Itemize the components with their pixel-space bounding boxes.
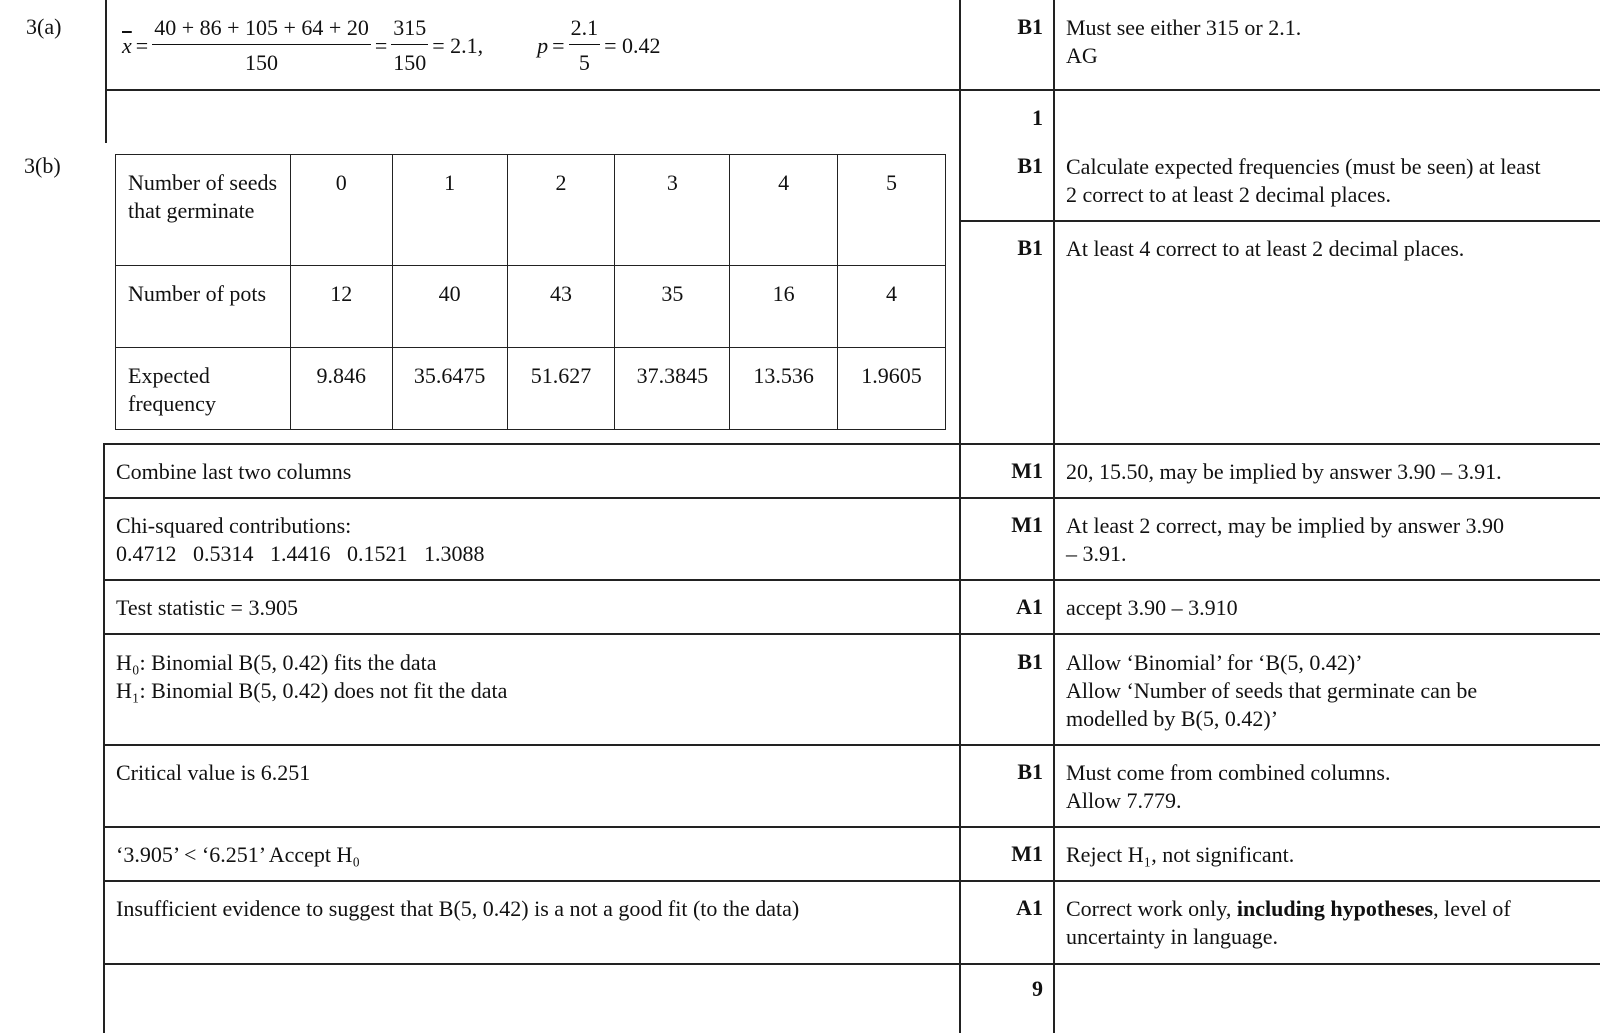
total-3a: 1	[1032, 105, 1043, 130]
mark-chi: M1	[1011, 512, 1043, 537]
answer-chi-values: 0.4712 0.5314 1.4416 0.1521 1.3088	[116, 541, 485, 566]
fraction-numerator: 315	[391, 14, 428, 45]
equals-sign: =	[135, 32, 149, 58]
comment-accept-h0: Reject H₁, not significant.	[1066, 842, 1295, 867]
comment-conclusion-line1	[1066, 895, 1596, 923]
row-divider-chi	[103, 497, 1600, 499]
row-divider-combine	[103, 443, 1600, 445]
comment-hyp-line3: modelled by B(5, 0.42)’	[1066, 706, 1279, 731]
mark-test-statistic: A1	[1016, 594, 1043, 619]
mean-formula	[122, 14, 661, 77]
answer-test-statistic: Test statistic = 3.905	[116, 595, 298, 620]
comment-test-statistic: accept 3.90 – 3.910	[1066, 595, 1238, 620]
mark-b1-four-correct: B1	[1017, 235, 1043, 260]
fraction-denominator: 150	[393, 50, 427, 75]
answer-mark-divider	[959, 0, 961, 1033]
mark-combine: M1	[1011, 458, 1043, 483]
table-cell: 16	[730, 266, 838, 348]
table-cell: 43	[507, 266, 615, 348]
fraction-total	[391, 14, 428, 77]
row-header-expected: Expected frequency	[116, 348, 291, 430]
mark-b1-expected: B1	[1017, 153, 1043, 178]
table-cell: 37.3845	[615, 348, 730, 430]
table-cell: 1	[392, 155, 507, 266]
left-border	[105, 0, 107, 143]
table-cell: 4	[838, 266, 946, 348]
row-divider-3a	[105, 89, 1600, 91]
comment-b1-four-correct: At least 4 correct to at least 2 decimal places.	[1066, 236, 1465, 261]
comment-conclusion-pre: Correct work only,	[1066, 896, 1237, 921]
row-header-pots: Number of pots	[116, 266, 291, 348]
row-divider-accept	[103, 826, 1600, 828]
row-divider-crit	[103, 744, 1600, 746]
comment-3a-line2: AG	[1066, 43, 1098, 68]
table-cell: 40	[392, 266, 507, 348]
row-divider-b1	[959, 220, 1600, 222]
mark-comment-divider	[1053, 0, 1055, 1033]
answer-h1: H₁: Binomial B(5, 0.42) does not fit the data	[116, 678, 508, 703]
row-divider-hyp	[103, 633, 1600, 635]
table-cell: 13.536	[730, 348, 838, 430]
table-cell: 0	[290, 155, 392, 266]
comment-chi-line1: At least 2 correct, may be implied by answer 3.90	[1066, 513, 1505, 538]
table-cell: 4	[730, 155, 838, 266]
comment-conclusion-line2: uncertainty in language.	[1066, 924, 1278, 949]
row-divider-total	[103, 963, 1600, 965]
fraction-sum	[152, 14, 371, 77]
answer-critical-value: Critical value is 6.251	[116, 760, 311, 785]
comment-3a-line1: Must see either 315 or 2.1.	[1066, 15, 1302, 40]
comment-chi-line2: – 3.91.	[1066, 541, 1127, 566]
comment-hyp-line1: Allow ‘Binomial’ for ‘B(5, 0.42)’	[1066, 650, 1363, 675]
left-border-lower	[103, 443, 105, 1033]
frequency-table	[115, 154, 946, 430]
answer-h0: H₀: Binomial B(5, 0.42) fits the data	[116, 650, 437, 675]
fraction-p	[569, 14, 601, 77]
mark-accept-h0: M1	[1011, 841, 1043, 866]
p-symbol: p	[537, 32, 549, 58]
equals-sign: =	[374, 32, 388, 58]
mark-3a: B1	[1017, 14, 1043, 39]
fraction-denominator: 5	[578, 50, 590, 75]
answer-conclusion: Insufficient evidence to suggest that B(5, 0.42) is a not a good fit (to the data)	[116, 896, 800, 921]
mark-conclusion: A1	[1016, 895, 1043, 920]
comment-conclusion-post: , level of	[1433, 896, 1511, 921]
answer-chi-title: Chi-squared contributions:	[116, 513, 352, 538]
table-cell: 1.9605	[838, 348, 946, 430]
table-cell: 9.846	[290, 348, 392, 430]
comment-conclusion-bold: including hypotheses	[1236, 896, 1434, 921]
mean-result: = 2.1,	[432, 32, 484, 58]
question-label-3a: 3(a)	[26, 14, 62, 39]
table-cell: 2	[507, 155, 615, 266]
row-header-seeds: Number of seeds that germinate	[116, 155, 291, 266]
question-label-3b: 3(b)	[24, 153, 61, 178]
comment-crit-line2: Allow 7.779.	[1066, 788, 1182, 813]
mark-critical-value: B1	[1017, 759, 1043, 784]
comment-hyp-line2: Allow ‘Number of seeds that germinate can be	[1066, 678, 1478, 703]
comment-combine: 20, 15.50, may be implied by answer 3.90 – 3.91.	[1066, 459, 1502, 484]
answer-combine: Combine last two columns	[116, 459, 352, 484]
xbar-symbol: $\overline{x}$	[122, 32, 132, 58]
mark-hypotheses: B1	[1017, 649, 1043, 674]
comment-crit-line1: Must come from combined columns.	[1066, 760, 1391, 785]
comment-b1-expected: Calculate expected frequencies (must be seen) at least 2 correct to at least 2 decimal places.	[1066, 154, 1541, 207]
answer-accept-h0: ‘3.905’ < ‘6.251’ Accept H₀	[116, 842, 361, 867]
table-cell: 12	[290, 266, 392, 348]
equals-sign: =	[552, 32, 565, 58]
table-cell: 3	[615, 155, 730, 266]
table-cell: 5	[838, 155, 946, 266]
row-divider-insuff	[103, 880, 1600, 882]
fraction-numerator: 2.1	[569, 14, 601, 45]
table-cell: 35	[615, 266, 730, 348]
p-result: = 0.42	[604, 32, 661, 58]
total-3b: 9	[1032, 976, 1043, 1001]
table-cell: 51.627	[507, 348, 615, 430]
row-divider-test	[103, 579, 1600, 581]
fraction-numerator: 40 + 86 + 105 + 64 + 20	[152, 14, 371, 45]
table-cell: 35.6475	[392, 348, 507, 430]
fraction-denominator: 150	[245, 50, 278, 75]
